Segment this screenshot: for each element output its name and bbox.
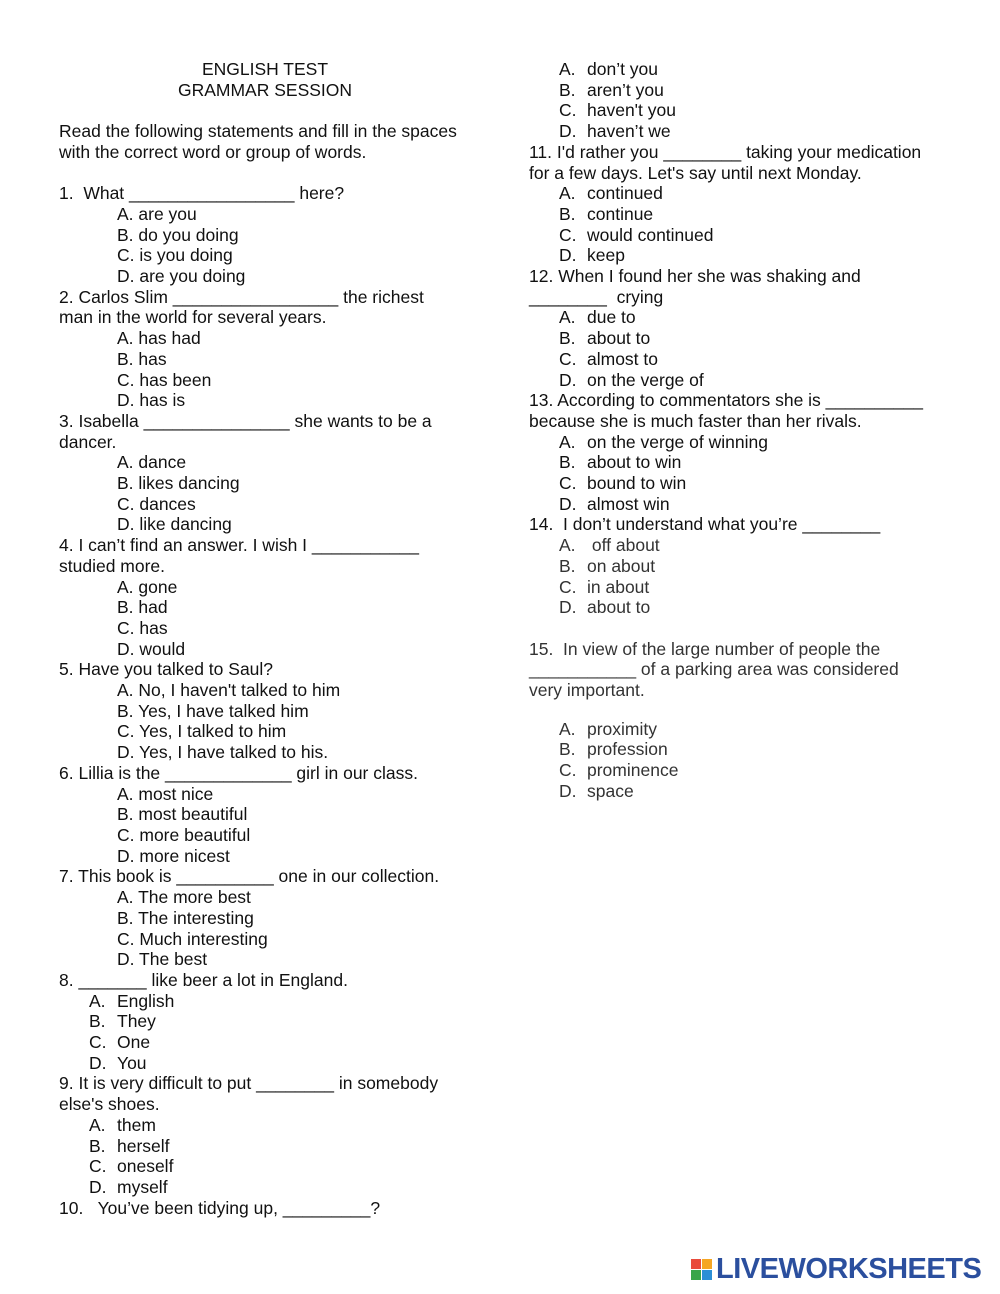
- question-stem: else's shoes.: [59, 1094, 160, 1115]
- answer-option[interactable]: [529, 245, 949, 266]
- answer-option[interactable]: A. dance: [117, 452, 187, 473]
- option-text: oneself: [117, 1156, 174, 1177]
- question-5: [59, 659, 489, 763]
- option-text: profession: [587, 739, 668, 760]
- option-letter: C.: [559, 760, 577, 781]
- option-text: English: [117, 990, 175, 1011]
- option-text: They: [117, 1011, 156, 1032]
- left-column: [59, 59, 489, 1218]
- option-text: haven't you: [587, 100, 676, 121]
- answer-option[interactable]: A. are you: [117, 203, 197, 224]
- answer-option[interactable]: [529, 719, 949, 740]
- answer-option[interactable]: [59, 1177, 489, 1198]
- question-stem: 11. I'd rather you ________ taking your medication: [529, 141, 922, 162]
- test-title: ENGLISH TEST: [201, 59, 329, 79]
- option-letter: D.: [559, 245, 577, 266]
- answer-option[interactable]: C. dances: [117, 493, 196, 514]
- option-text: almost win: [587, 493, 670, 514]
- logo-block: [691, 1270, 701, 1280]
- option-text: don’t you: [587, 59, 659, 79]
- answer-option[interactable]: B. do you doing: [117, 224, 239, 245]
- question-10-options: [529, 59, 949, 142]
- answer-option[interactable]: [529, 59, 949, 80]
- question-stem: studied more.: [59, 555, 166, 576]
- option-text: would continued: [587, 224, 714, 245]
- option-letter: C.: [559, 473, 577, 494]
- answer-option[interactable]: D. are you doing: [117, 266, 246, 286]
- question-2: [59, 287, 489, 411]
- option-letter: D.: [89, 1052, 107, 1073]
- answer-option[interactable]: [59, 1053, 489, 1074]
- option-letter: B.: [559, 739, 576, 760]
- option-letter: D.: [559, 597, 577, 618]
- question-3: [59, 411, 489, 535]
- answer-option[interactable]: A. most nice: [117, 783, 214, 804]
- answer-option[interactable]: A. No, I haven't talked to him: [117, 680, 341, 701]
- test-subtitle: GRAMMAR SESSION: [177, 79, 353, 100]
- option-text: on about: [587, 555, 656, 576]
- logo-blocks-icon: [691, 1259, 712, 1280]
- option-text: space: [587, 780, 634, 801]
- answer-option[interactable]: [529, 781, 949, 802]
- question-stem: 13. According to commentators she is __________: [529, 390, 923, 411]
- question-stem: 8. _______ like beer a lot in England.: [59, 969, 348, 990]
- question-stem: for a few days. Let's say until next Monday.: [529, 162, 862, 183]
- option-letter: C.: [89, 1032, 107, 1053]
- question-stem: 10. You’ve been tidying up, _________?: [59, 1197, 381, 1218]
- logo-wordmark: LIVEWORKSHEETS: [716, 1252, 982, 1285]
- answer-option[interactable]: D. would: [117, 638, 186, 659]
- answer-option[interactable]: A. The more best: [117, 887, 251, 908]
- option-text: bound to win: [587, 473, 687, 494]
- answer-option[interactable]: [59, 1011, 489, 1032]
- liveworksheets-logo: [691, 1253, 981, 1285]
- answer-option[interactable]: [59, 1136, 489, 1157]
- question-stem: because she is much faster than her rivals.: [529, 410, 862, 431]
- answer-option[interactable]: B. The interesting: [117, 907, 254, 928]
- option-text: aren’t you: [587, 79, 664, 100]
- option-letter: B.: [559, 79, 576, 100]
- answer-option[interactable]: [529, 204, 949, 225]
- answer-option[interactable]: B. has: [117, 348, 167, 369]
- answer-option[interactable]: [59, 991, 489, 1012]
- question-stem: dancer.: [59, 431, 117, 452]
- answer-option[interactable]: [529, 328, 949, 349]
- answer-option[interactable]: [529, 225, 949, 246]
- question-1: [59, 183, 489, 287]
- option-letter: B.: [559, 555, 576, 576]
- option-letter: D.: [89, 1176, 107, 1197]
- answer-option[interactable]: [529, 349, 949, 370]
- answer-option[interactable]: B. Yes, I have talked him: [117, 700, 309, 721]
- question-stem: 2. Carlos Slim _________________ the richest: [59, 286, 424, 307]
- option-text: on the verge of: [587, 369, 704, 390]
- question-stem: 7. This book is __________ one in our collection.: [59, 866, 440, 887]
- question-8: [59, 970, 489, 1074]
- option-letter: A.: [89, 1114, 106, 1135]
- answer-option[interactable]: B. most beautiful: [117, 804, 248, 825]
- option-letter: A.: [559, 307, 576, 328]
- logo-block: [702, 1259, 712, 1269]
- option-text: almost to: [587, 348, 658, 369]
- question-12: [529, 266, 949, 390]
- option-text: due to: [587, 307, 636, 328]
- answer-option[interactable]: B. likes dancing: [117, 473, 240, 494]
- option-text: myself: [117, 1176, 168, 1197]
- answer-option[interactable]: [529, 307, 949, 328]
- answer-option[interactable]: D. has is: [117, 390, 186, 411]
- answer-option[interactable]: [59, 1115, 489, 1136]
- option-letter: B.: [559, 328, 576, 349]
- answer-option[interactable]: A. has had: [117, 328, 201, 349]
- option-text: proximity: [587, 718, 658, 739]
- option-text: One: [117, 1032, 151, 1053]
- answer-option[interactable]: C. more beautiful: [117, 824, 251, 845]
- option-letter: B.: [89, 1135, 106, 1156]
- logo-block: [702, 1270, 712, 1280]
- answer-option[interactable]: [529, 121, 949, 142]
- answer-option[interactable]: [529, 739, 949, 760]
- question-stem: 4. I can’t find an answer. I wish I ___________: [59, 535, 419, 556]
- option-letter: C.: [559, 576, 577, 597]
- question-stem: very important.: [529, 680, 645, 701]
- option-text: them: [117, 1114, 156, 1135]
- option-text: You: [117, 1052, 147, 1073]
- answer-option[interactable]: [59, 1032, 489, 1053]
- answer-option[interactable]: C. is you doing: [117, 245, 233, 266]
- option-letter: A.: [559, 535, 576, 556]
- option-letter: C.: [559, 224, 577, 245]
- answer-option[interactable]: [529, 80, 949, 101]
- answer-option[interactable]: [529, 556, 949, 577]
- answer-option[interactable]: D. Yes, I have talked to his.: [117, 742, 329, 763]
- answer-option[interactable]: [529, 577, 949, 598]
- question-stem: 5. Have you talked to Saul?: [59, 659, 274, 680]
- question-15: [529, 639, 949, 802]
- answer-option[interactable]: C. has: [117, 617, 168, 638]
- question-stem: ________ crying: [529, 286, 664, 307]
- answer-option[interactable]: D. more nicest: [117, 845, 230, 866]
- question-13: [529, 390, 949, 514]
- answer-option[interactable]: D. The best: [117, 949, 208, 970]
- question-11: [529, 142, 949, 266]
- option-text: about to win: [587, 452, 682, 473]
- answer-option[interactable]: [529, 535, 949, 556]
- option-letter: A.: [559, 59, 576, 79]
- answer-option[interactable]: [529, 432, 949, 453]
- question-stem: ___________ of a parking area was considered: [529, 659, 899, 680]
- question-stem: 9. It is very difficult to put ________ in somebody: [59, 1073, 439, 1094]
- option-letter: C.: [559, 100, 577, 121]
- answer-option[interactable]: [529, 597, 949, 618]
- option-letter: B.: [89, 1011, 106, 1032]
- question-stem: 14. I don’t understand what you’re ________: [529, 514, 881, 535]
- question-stem: 1. What _________________ here?: [59, 183, 345, 204]
- question-stem: 6. Lillia is the _____________ girl in our class.: [59, 762, 418, 783]
- question-10: [59, 1198, 489, 1219]
- question-stem: 3. Isabella _______________ she wants to be a: [59, 410, 432, 431]
- option-text: about to: [587, 328, 651, 349]
- question-14: [529, 514, 949, 618]
- option-letter: D.: [559, 369, 577, 390]
- answer-option[interactable]: C. Yes, I talked to him: [117, 721, 287, 742]
- question-9: [59, 1073, 489, 1197]
- option-letter: D.: [559, 493, 577, 514]
- option-letter: D.: [559, 780, 577, 801]
- question-stem: 15. In view of the large number of people the: [529, 638, 881, 659]
- question-6: [59, 763, 489, 867]
- question-4: [59, 535, 489, 659]
- option-letter: A.: [559, 718, 576, 739]
- answer-option[interactable]: B. had: [117, 597, 168, 618]
- answer-option[interactable]: C. Much interesting: [117, 928, 268, 949]
- option-letter: A.: [559, 431, 576, 452]
- option-text: off about: [587, 535, 660, 556]
- option-letter: A.: [89, 990, 106, 1011]
- option-text: herself: [117, 1135, 170, 1156]
- answer-option[interactable]: [529, 473, 949, 494]
- option-letter: A.: [559, 183, 576, 204]
- answer-option[interactable]: D. like dancing: [117, 514, 232, 535]
- answer-option[interactable]: [529, 183, 949, 204]
- answer-option[interactable]: [529, 494, 949, 515]
- answer-option[interactable]: [529, 452, 949, 473]
- answer-option[interactable]: [529, 760, 949, 781]
- option-text: in about: [587, 576, 650, 597]
- answer-option[interactable]: C. has been: [117, 369, 212, 390]
- answer-option[interactable]: [529, 370, 949, 391]
- question-7: [59, 866, 489, 970]
- instructions-line: Read the following statements and fill in the spaces: [59, 121, 457, 142]
- option-text: continued: [587, 183, 663, 204]
- answer-option[interactable]: [59, 1156, 489, 1177]
- question-stem: 12. When I found her she was shaking and: [529, 266, 861, 287]
- option-text: keep: [587, 245, 625, 266]
- option-text: about to: [587, 597, 651, 618]
- answer-option[interactable]: [529, 100, 949, 121]
- option-text: continue: [587, 203, 654, 224]
- option-letter: C.: [89, 1156, 107, 1177]
- option-text: on the verge of winning: [587, 431, 768, 452]
- option-letter: C.: [559, 348, 577, 369]
- logo-block: [691, 1259, 701, 1269]
- option-letter: B.: [559, 203, 576, 224]
- option-letter: D.: [559, 121, 577, 142]
- option-text: haven’t we: [587, 121, 671, 142]
- right-column: [529, 59, 949, 802]
- answer-option[interactable]: A. gone: [117, 576, 178, 597]
- option-letter: B.: [559, 452, 576, 473]
- option-text: prominence: [587, 760, 679, 781]
- instructions-line: with the correct word or group of words.: [59, 141, 367, 162]
- question-stem: man in the world for several years.: [59, 307, 327, 328]
